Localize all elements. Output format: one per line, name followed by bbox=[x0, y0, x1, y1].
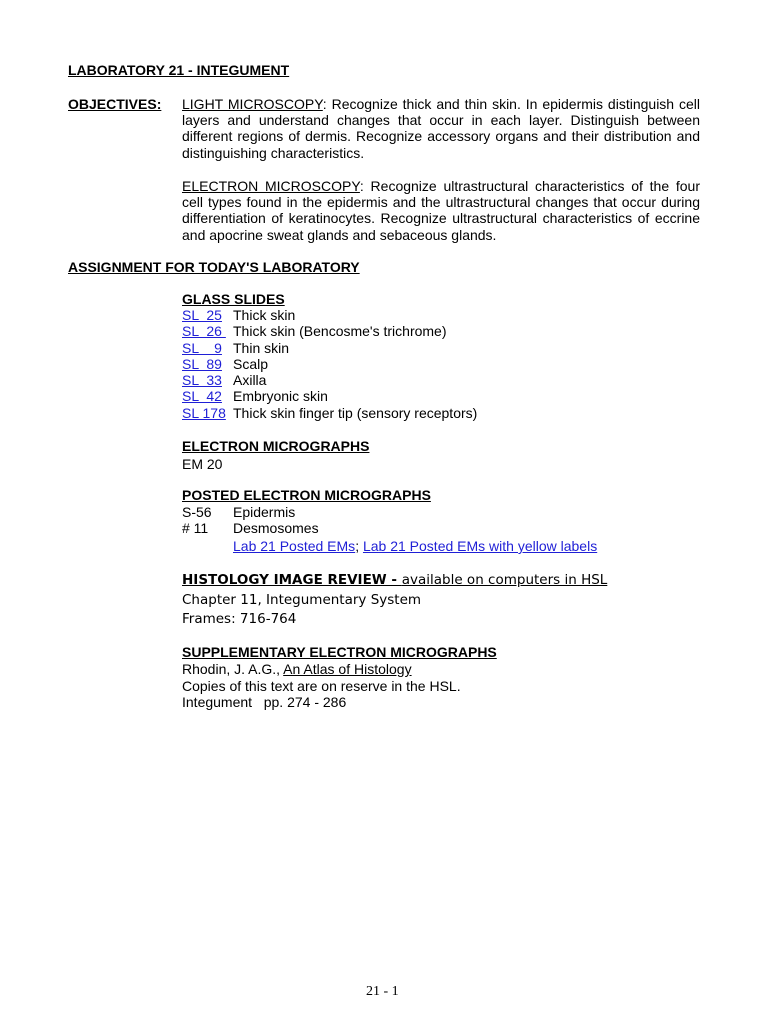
slide-link[interactable]: SL 9 bbox=[182, 339, 222, 356]
histology-review-chapter: Chapter 11, Integumentary System bbox=[182, 592, 422, 608]
posted-em-description: Desmosomes bbox=[233, 520, 319, 537]
slide-link[interactable]: SL 33 bbox=[182, 372, 222, 389]
supplementary-author: Rhodin, J. A.G., bbox=[182, 661, 284, 677]
page-title: LABORATORY 21 - INTEGUMENT bbox=[68, 62, 290, 78]
slide-description: Axilla bbox=[233, 372, 267, 389]
light-microscopy-text: : Recognize thick and thin skin. In epidermis distinguish cell layers and understand changes that occur in each layer. Distinguish between different regions of dermis. Recognize accessory organs and their distribution and distinguishing characteristics. bbox=[182, 96, 700, 161]
slide-description: Thin skin bbox=[233, 339, 290, 356]
light-microscopy-term: LIGHT MICROSCOPY bbox=[182, 96, 323, 112]
electron-microscopy-text: : Recognize ultrastructural characteristics of the four cell types found in the epidermis and the ultrastructural changes that occur during differentiation of keratinocytes. Recognize ultrastructural characteristics of eccrine and apocrine sweat glands and sebaceous glands. bbox=[182, 178, 701, 243]
slide-link[interactable]: SL 89 bbox=[182, 355, 222, 372]
list-item bbox=[182, 372, 477, 388]
posted-ems-yellow-labels-link[interactable]: Lab 21 Posted EMs with yellow labels bbox=[362, 538, 598, 554]
electron-micrographs-heading: ELECTRON MICROGRAPHS bbox=[182, 438, 370, 454]
slide-description: Embryonic skin bbox=[233, 388, 328, 405]
glass-slides-heading: GLASS SLIDES bbox=[182, 291, 285, 307]
supplementary-pages: Integument pp. 274 - 286 bbox=[182, 694, 347, 710]
posted-em-code: S-56 bbox=[182, 504, 212, 520]
list-item bbox=[182, 323, 477, 339]
posted-em-description: Epidermis bbox=[233, 504, 296, 520]
slide-link[interactable]: SL 26 bbox=[182, 323, 226, 340]
histology-review-note: available on computers in HSL bbox=[401, 572, 608, 588]
link-separator: ; bbox=[355, 538, 363, 554]
posted-em-list bbox=[182, 504, 319, 537]
list-item bbox=[182, 356, 477, 372]
electron-micrograph-item: EM 20 bbox=[182, 456, 223, 472]
histology-review-frames: Frames: 716-764 bbox=[182, 611, 297, 627]
supplementary-book-title: An Atlas of Histology bbox=[283, 661, 412, 677]
slide-link[interactable]: SL 42 bbox=[182, 388, 222, 405]
glass-slides-list bbox=[182, 307, 477, 421]
list-item bbox=[182, 388, 477, 404]
supplementary-reserve-note: Copies of this text are on reserve in the HSL. bbox=[182, 678, 461, 694]
posted-em-code: # 11 bbox=[182, 520, 209, 537]
objective-electron-microscopy bbox=[182, 178, 700, 243]
assignment-heading: ASSIGNMENT FOR TODAY'S LABORATORY bbox=[68, 259, 360, 275]
list-item bbox=[182, 520, 319, 536]
supplementary-reference bbox=[182, 661, 412, 677]
posted-ems-link[interactable]: Lab 21 Posted EMs bbox=[233, 538, 356, 554]
objective-light-microscopy bbox=[182, 96, 700, 161]
list-item bbox=[182, 405, 477, 421]
objectives-label: OBJECTIVES: bbox=[68, 96, 162, 112]
page-number: 21 - 1 bbox=[366, 984, 399, 999]
electron-microscopy-term: ELECTRON MICROSCOPY bbox=[182, 178, 360, 194]
slide-link[interactable]: SL 25 bbox=[182, 307, 222, 323]
slide-description: Thick skin bbox=[233, 307, 296, 323]
list-item bbox=[182, 340, 477, 356]
slide-description: Thick skin (Bencosme's trichrome) bbox=[233, 323, 447, 340]
histology-review-heading-line bbox=[182, 572, 607, 588]
list-item bbox=[182, 504, 319, 520]
histology-review-heading: HISTOLOGY IMAGE REVIEW - bbox=[182, 572, 402, 588]
slide-description: Thick skin finger tip (sensory receptors) bbox=[233, 404, 478, 421]
posted-em-links bbox=[233, 538, 597, 554]
list-item bbox=[182, 307, 477, 323]
supplementary-heading: SUPPLEMENTARY ELECTRON MICROGRAPHS bbox=[182, 644, 497, 660]
posted-em-heading: POSTED ELECTRON MICROGRAPHS bbox=[182, 487, 431, 503]
slide-description: Scalp bbox=[233, 355, 269, 372]
slide-link[interactable]: SL 178 bbox=[182, 404, 226, 421]
